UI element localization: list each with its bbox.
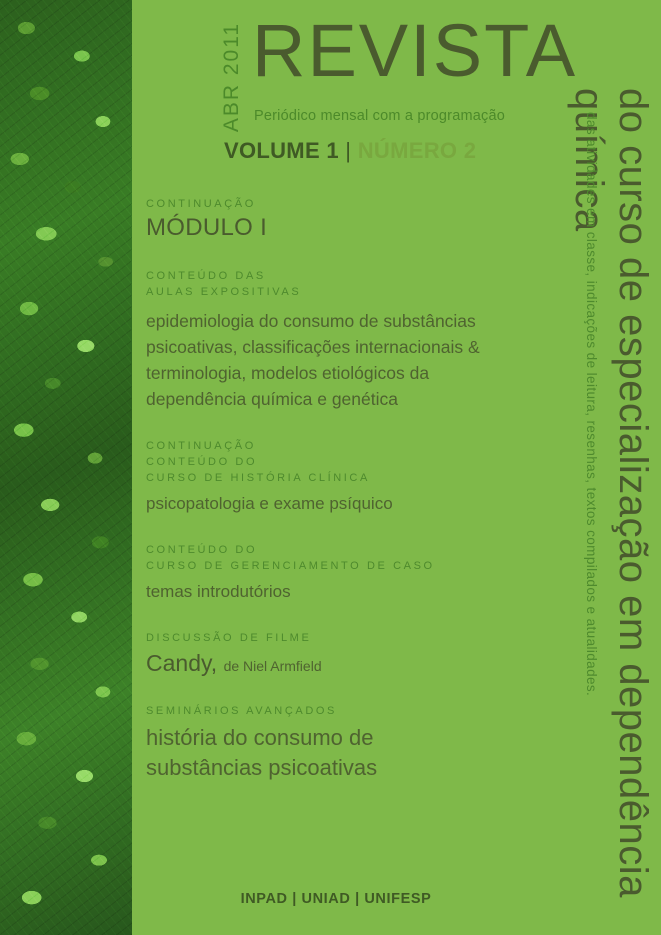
headline-seminarios (146, 723, 526, 783)
block-aulas-expositivas (146, 268, 526, 412)
content-column (146, 196, 526, 809)
volume-label: VOLUME 1 (224, 138, 339, 163)
body-line: psicoativas, classificações internacionais & (146, 337, 480, 357)
vertical-main-title: do curso de especialização em dependência química (567, 88, 655, 898)
kicker-discussao-de-filme: DISCUSSÃO DE FILME (146, 632, 312, 644)
headline-modulo: MÓDULO I (146, 214, 268, 241)
block-historia-clinica (146, 438, 526, 516)
film-title (146, 650, 526, 677)
headline-line: história do consumo de (146, 725, 374, 750)
page-title: REVISTA (252, 9, 578, 92)
kicker-conteudo-do: CONTEÚDO DO (146, 456, 258, 468)
volume-separator: | (345, 138, 352, 163)
volume-line (224, 138, 476, 164)
vertical-subtitle: das atividades em classe, indicações de leitura, resenhas, textos compilados e atualidades. (584, 112, 599, 697)
masthead-subtitle: Periódico mensal com a programação (254, 108, 505, 124)
kicker-conteudo-do-2: CONTEÚDO DO (146, 544, 258, 556)
kicker-aulas-expositivas: AULAS EXPOSITIVAS (146, 286, 302, 298)
headline-line: substâncias psicoativas (146, 755, 378, 780)
block-modulo (146, 196, 526, 242)
issue-date: ABR 2011 (220, 22, 243, 133)
numero-label: NÚMERO 2 (357, 138, 477, 163)
block-gerenciamento-de-caso (146, 542, 526, 604)
kicker-curso-historia-clinica: CURSO DE HISTÓRIA CLÍNICA (146, 472, 370, 484)
headline-temas-introdutorios: temas introdutórios (146, 582, 291, 601)
footer-institutions: INPAD | UNIAD | UNIFESP (240, 891, 432, 907)
kicker-curso-gerenciamento: CURSO DE GERENCIAMENTO DE CASO (146, 560, 435, 572)
block-discussao-de-filme (146, 630, 526, 677)
body-line: epidemiologia do consumo de substâncias (146, 311, 476, 331)
kicker-continuacao: CONTINUAÇÃO (146, 198, 256, 210)
kicker-continuacao-2: CONTINUAÇÃO (146, 440, 256, 452)
body-line: dependência química e genética (146, 389, 398, 409)
kicker-conteudo-das: CONTEÚDO DAS (146, 270, 266, 282)
aerial-photo-strip (0, 0, 132, 935)
body-aulas-expositivas (146, 308, 526, 412)
block-seminarios-avancados (146, 703, 526, 783)
body-line: terminologia, modelos etiológicos da (146, 363, 430, 383)
film-director: de Niel Armfield (223, 658, 322, 674)
kicker-seminarios-avancados: SEMINÁRIOS AVANÇADOS (146, 705, 337, 717)
film-name: Candy, (146, 650, 218, 676)
headline-psicopatologia: psicopatologia e exame psíquico (146, 494, 393, 513)
